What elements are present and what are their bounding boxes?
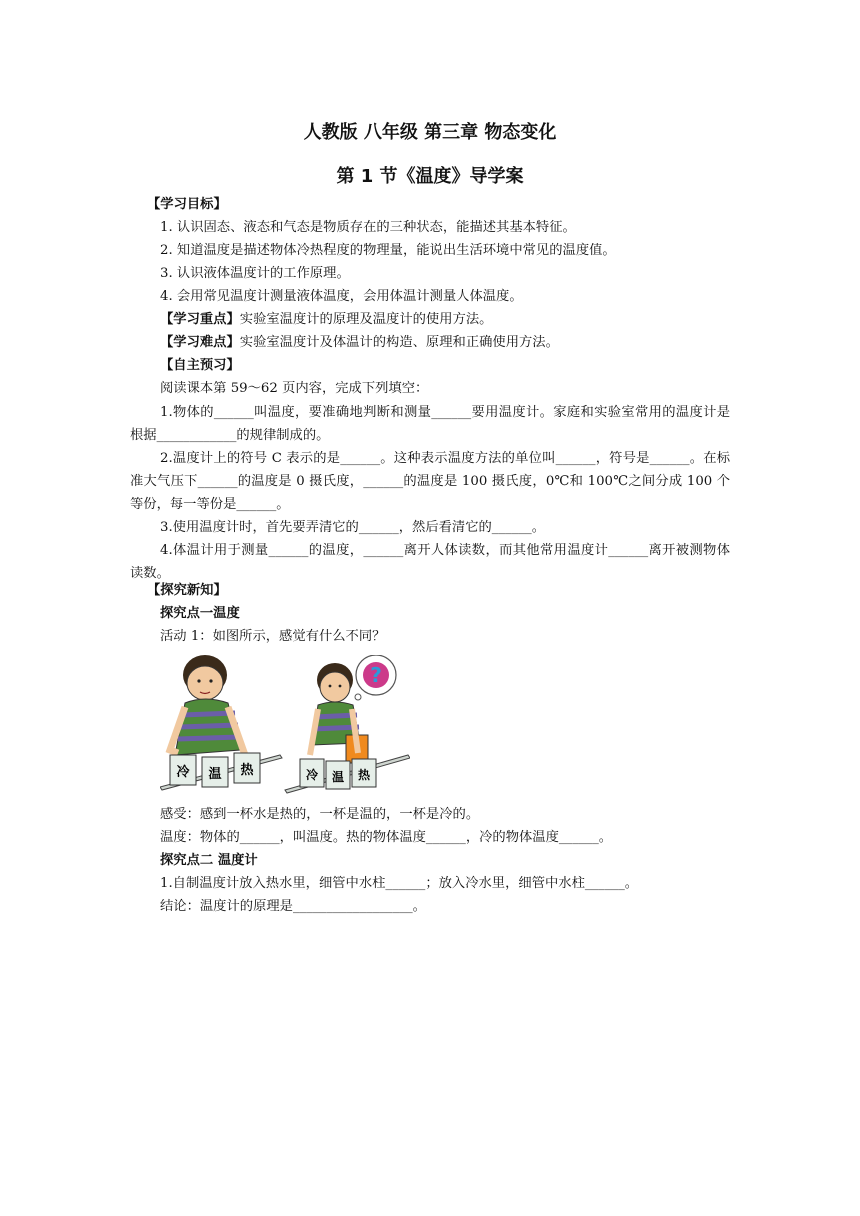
cup-label-warm: 温 bbox=[331, 770, 345, 784]
explore-header: 【探究新知】 bbox=[147, 583, 227, 598]
explore-point-2: 探究点二 温度计 bbox=[160, 853, 258, 868]
objective-item: 1. 认识固态、液态和气态是物质存在的三种状态，能描述其基本特征。 bbox=[160, 220, 576, 235]
cup-label-cold: 冷 bbox=[305, 768, 319, 782]
thought-bubble bbox=[355, 655, 396, 700]
cup-label-warm: 温 bbox=[208, 767, 222, 782]
temperature-definition: 温度：物体的______，叫温度。热的物体温度______，冷的物体温度______。 bbox=[160, 830, 613, 845]
explore-point-1: 探究点一温度 bbox=[160, 606, 240, 621]
document-title: 人教版 八年级 第三章 物态变化 bbox=[303, 122, 557, 143]
conclusion-text: 结论：温度计的原理是__________________。 bbox=[160, 899, 426, 914]
objective-item: 3. 认识液体温度计的工作原理。 bbox=[160, 266, 350, 281]
objectives-header: 【学习目标】 bbox=[147, 197, 227, 212]
preview-intro: 阅读课本第 59～62 页内容，完成下列填空： bbox=[160, 381, 429, 396]
key-point-label: 【学习重点】 bbox=[160, 312, 240, 327]
cup-label-hot: 热 bbox=[357, 768, 371, 782]
feel-text: 感受：感到一杯水是热的，一杯是温的，一杯是冷的。 bbox=[160, 807, 480, 822]
question-mark-icon: ? bbox=[370, 663, 382, 687]
key-point-text: 实验室温度计的原理及温度计的使用方法。 bbox=[239, 312, 493, 327]
activity-illustration bbox=[160, 655, 410, 795]
difficult-point bbox=[160, 334, 559, 352]
cup-label-hot: 热 bbox=[240, 763, 254, 778]
section-title: 第 1 节《温度》导学案 bbox=[336, 166, 524, 187]
activity-1: 活动 1：如图所示，感觉有什么不同？ bbox=[160, 629, 386, 644]
key-point bbox=[160, 311, 492, 329]
difficult-point-label: 【学习难点】 bbox=[160, 335, 240, 350]
difficult-point-text: 实验室温度计及体温计的构造、原理和正确使用方法。 bbox=[239, 335, 559, 350]
preview-question-3: 3.使用温度计时，首先要弄清它的______，然后看清它的______。 bbox=[160, 520, 545, 535]
objective-item: 2. 知道温度是描述物体冷热程度的物理量，能说出生活环境中常见的温度值。 bbox=[160, 243, 616, 258]
preview-header: 【自主预习】 bbox=[160, 358, 240, 373]
cup-group-right bbox=[300, 759, 376, 789]
objective-item: 4. 会用常见温度计测量液体温度，会用体温计测量人体温度。 bbox=[160, 289, 523, 304]
preview-question-4: 4.体温计用于测量______的温度，______离开人体读数，而其他常用温度计______离开被测物体读数。 bbox=[130, 543, 730, 581]
preview-question-2: 2.温度计上的符号 C 表示的是______。这种表示温度方法的单位叫______，符号是______。在标准大气压下______的温度是 0 摄氏度，______的温度是 100 摄氏度，0℃和 100℃之间分成 100 个等份，每一等份是______。 bbox=[130, 451, 730, 512]
cup-group-left bbox=[170, 753, 260, 787]
cup-label-cold: 冷 bbox=[176, 765, 190, 780]
preview-question-1: 1.物体的______叫温度，要准确地判断和测量______要用温度计。家庭和实验室常用的温度计是根据____________的规律制成的。 bbox=[130, 405, 730, 443]
boy-figure-left bbox=[170, 655, 245, 755]
thermometer-question: 1.自制温度计放入热水里，细管中水柱______；放入冷水里，细管中水柱______。 bbox=[160, 876, 639, 891]
